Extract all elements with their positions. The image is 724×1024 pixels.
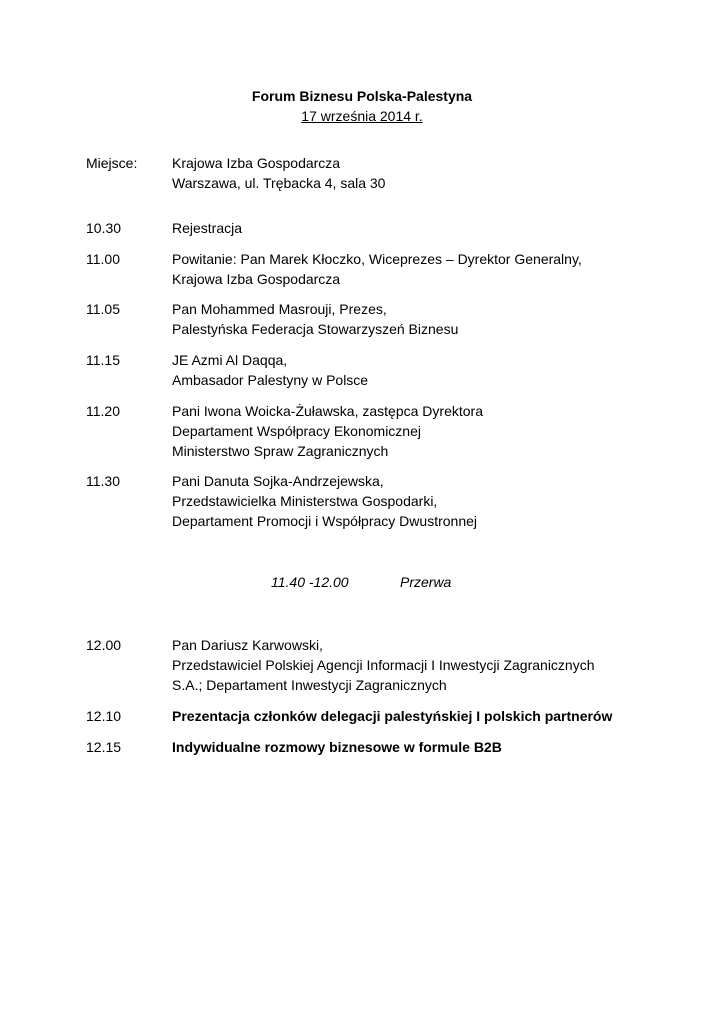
venue-label: Miejsce:	[86, 155, 138, 171]
agenda-description	[172, 737, 652, 757]
agenda-description	[172, 299, 652, 339]
venue-address	[172, 153, 652, 193]
agenda-description	[172, 706, 652, 726]
agenda-description	[172, 471, 652, 531]
agenda-line: JE Azmi Al Daqqa,	[172, 352, 288, 368]
agenda-description	[172, 218, 652, 238]
agenda-line: Departament Współpracy Ekonomicznej	[172, 423, 421, 439]
agenda-time: 11.15	[86, 352, 120, 368]
agenda-line: Ministerstwo Spraw Zagranicznych	[172, 443, 389, 459]
agenda-time: 10.30	[86, 220, 122, 236]
agenda-line: Pani Iwona Woicka-Żuławska, zastępca Dyrektora	[172, 403, 483, 419]
document-date: 17 września 2014 r.	[301, 108, 423, 124]
agenda-line: S.A.; Departament Inwestycji Zagranicznych	[172, 677, 447, 693]
agenda-line: Krajowa Izba Gospodarcza	[172, 271, 341, 287]
agenda-line: Indywidualne rozmowy biznesowe w formule B2B	[172, 739, 502, 755]
agenda-time: 12.00	[86, 637, 122, 653]
agenda-line: Przedstawiciel Polskiej Agencji Informacji I Inwestycji Zagranicznych	[172, 657, 595, 673]
agenda-line: Ambasador Palestyny w Polsce	[172, 372, 369, 388]
agenda-time: 11.00	[86, 251, 120, 267]
agenda-time: 12.10	[86, 708, 122, 724]
venue-line: Warszawa, ul. Trębacka 4, sala 30	[172, 175, 386, 191]
agenda-line: Rejestracja	[172, 220, 243, 236]
agenda-time: 12.15	[86, 739, 122, 755]
agenda-description	[172, 249, 652, 289]
agenda-time: 11.05	[86, 301, 120, 317]
agenda-line: Powitanie: Pan Marek Kłoczko, Wiceprezes – Dyrektor Generalny,	[172, 251, 582, 267]
agenda-time: 11.30	[86, 473, 120, 489]
agenda-description	[172, 635, 652, 695]
agenda-description	[172, 401, 652, 461]
agenda-line: Przedstawicielka Ministerstwa Gospodarki,	[172, 493, 438, 509]
agenda-line: Palestyńska Federacja Stowarzyszeń Biznesu	[172, 321, 459, 337]
break-time: 11.40 -12.00	[271, 574, 349, 590]
venue-line: Krajowa Izba Gospodarcza	[172, 155, 341, 171]
agenda-line: Pan Mohammed Masrouji, Prezes,	[172, 301, 387, 317]
agenda-line: Departament Promocji i Współpracy Dwustronnej	[172, 513, 477, 529]
agenda-line: Pani Danuta Sojka-Andrzejewska,	[172, 473, 384, 489]
agenda-time: 11.20	[86, 403, 120, 419]
agenda-line: Pan Dariusz Karwowski,	[172, 637, 323, 653]
agenda-description	[172, 350, 652, 390]
break-label: Przerwa	[400, 574, 452, 590]
document-title: Forum Biznesu Polska-Palestyna	[251, 88, 473, 104]
agenda-line: Prezentacja członków delegacji palestyńskiej I polskich partnerów	[172, 708, 613, 724]
